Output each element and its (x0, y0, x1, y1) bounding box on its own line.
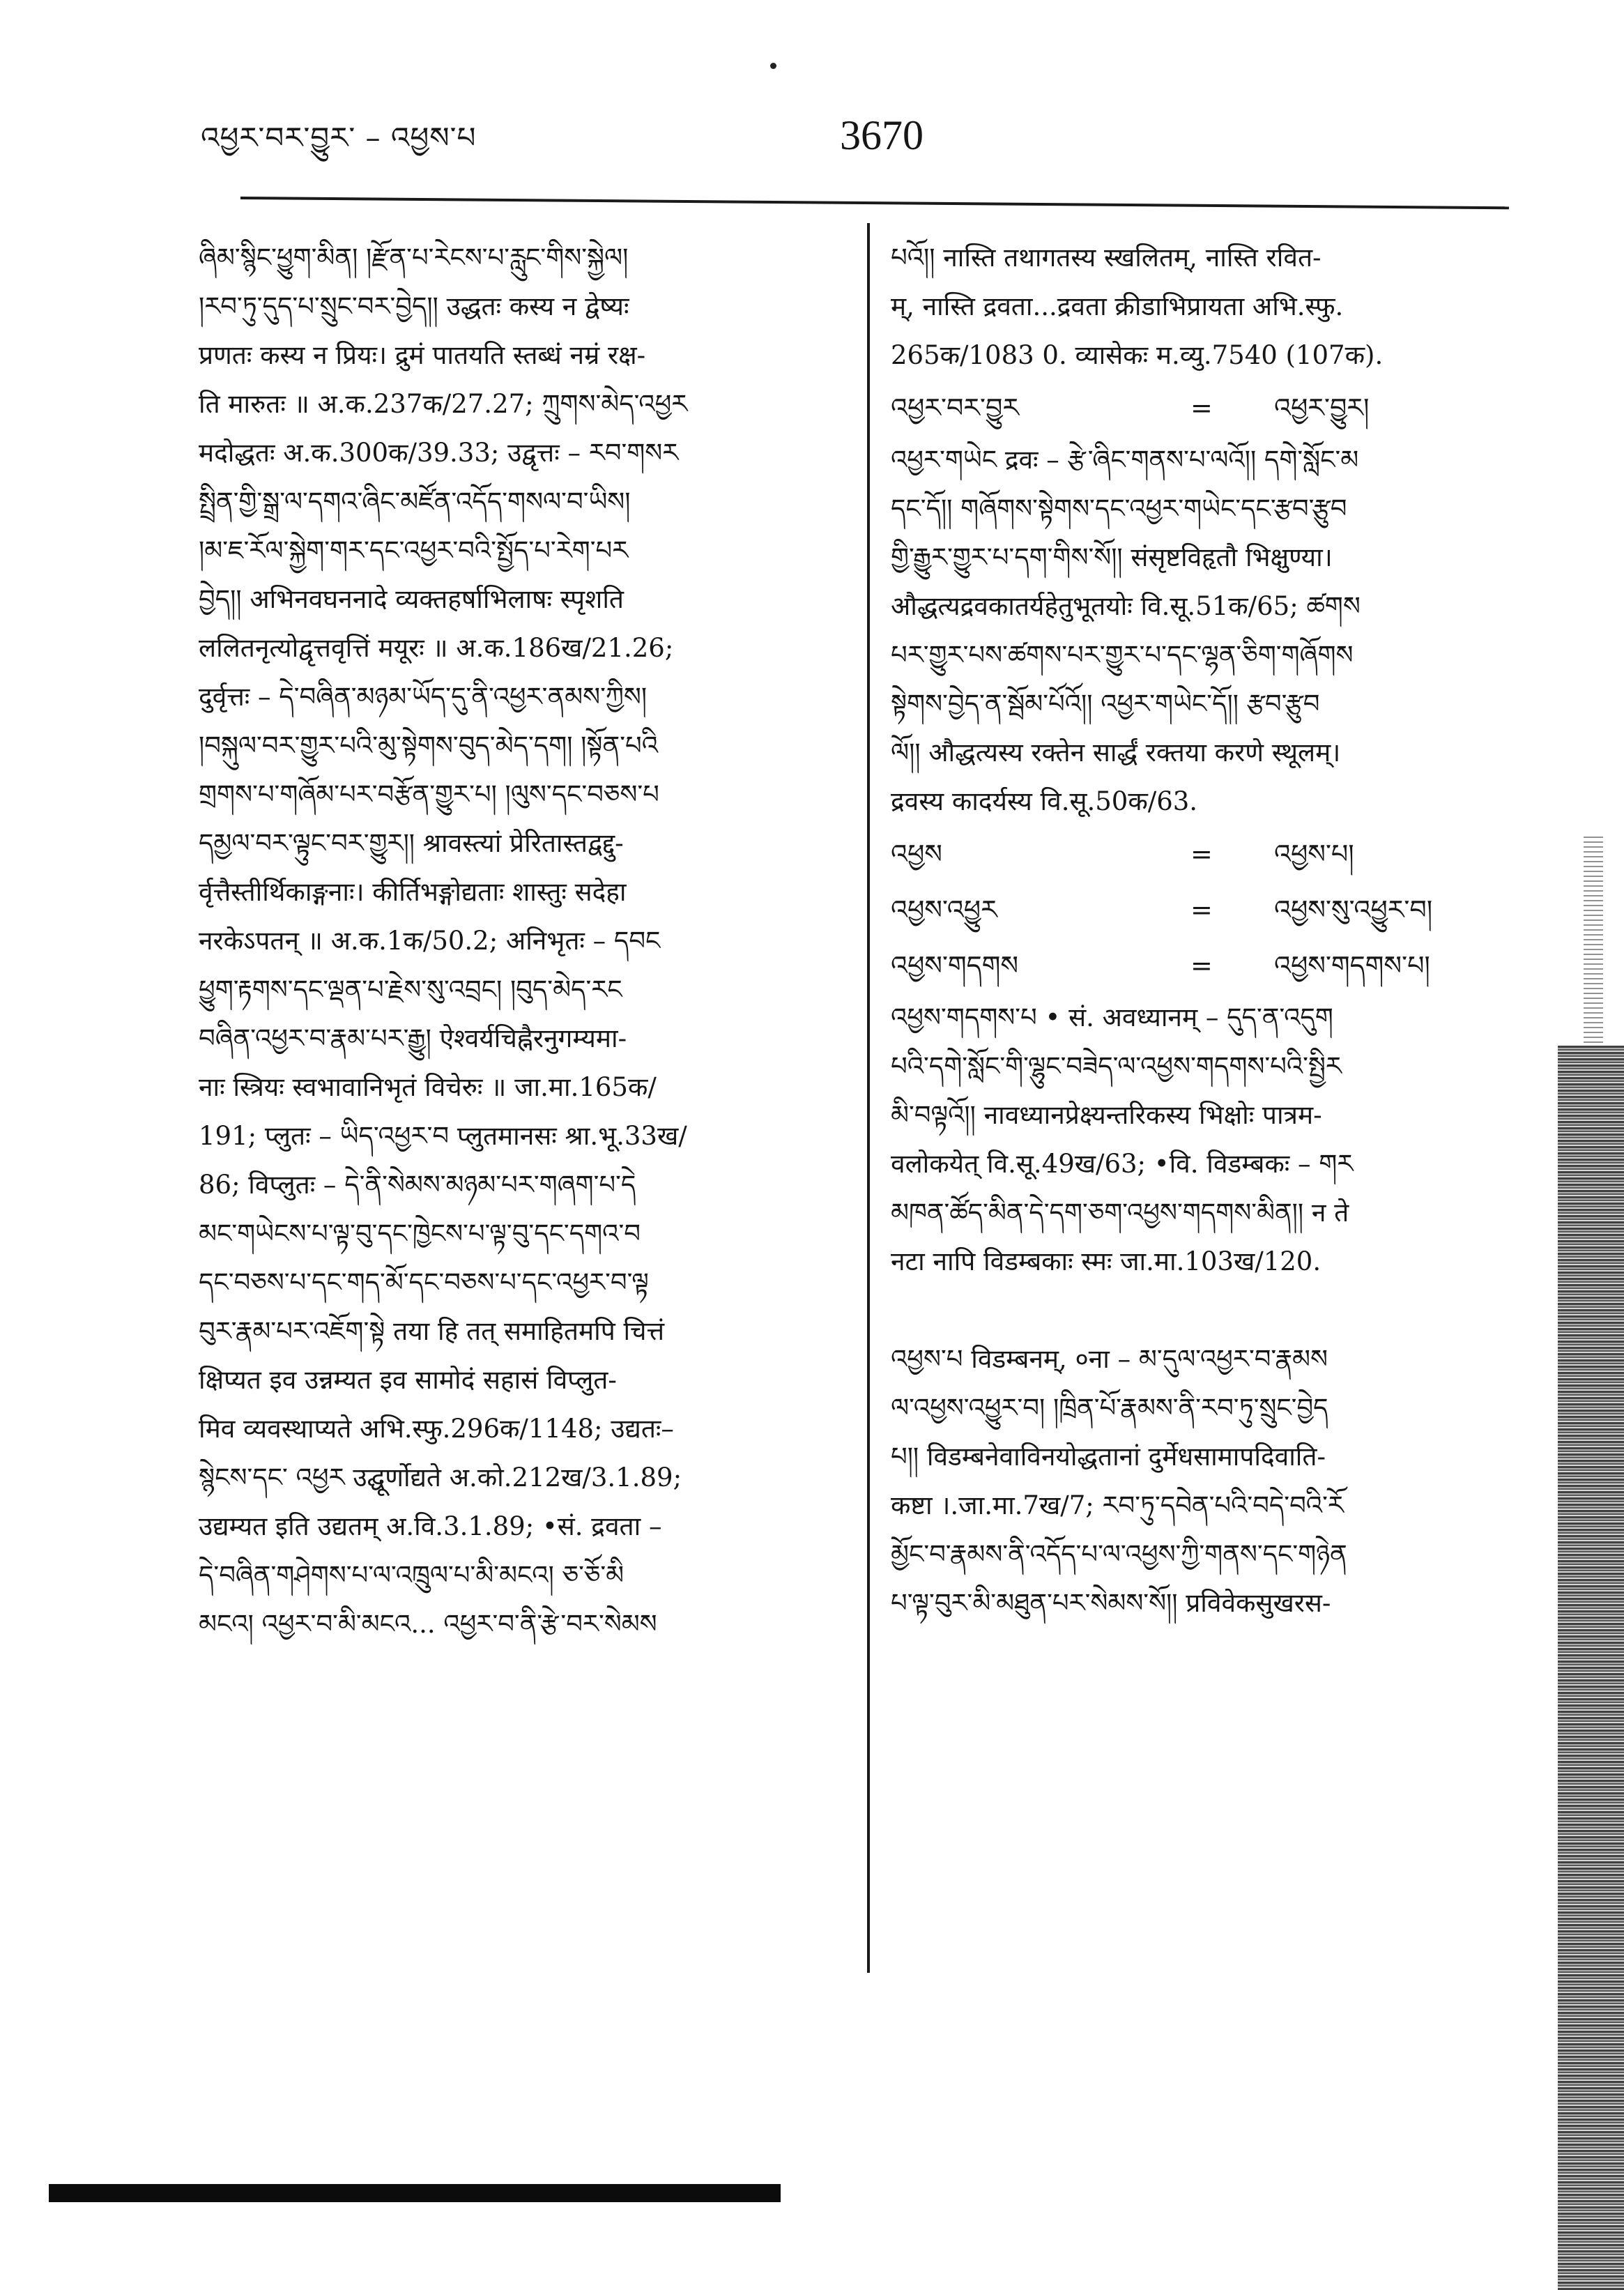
entry-target: འཕྱས་གདགས་པ། (1274, 950, 1430, 981)
text-line: 191; प्लुतः – ཡིད་འཕྱར་བ प्लुतमानसः श्रा.भू.33ख/ (199, 1121, 687, 1151)
entry-target: འཕྱར་བྱུར། (1274, 392, 1370, 423)
text-line: པ།། विडम्बनेवाविनयोद्धतानां दुर्मेधसामापदिवाति- (891, 1442, 1326, 1472)
text-line: །རབ་ཏུ་དུད་པ་སྲུང་བར་བྱེད།། उद्धतः कस्य न द्वेष्यः (199, 291, 629, 321)
text-line: བྱེད།། अभिनवघननादे व्यक्तहर्षाभिलाषः स्पृशति (199, 584, 625, 614)
text-line: དང་དོ།། གཞོགས་སྟེགས་དང་འཕྱར་གཡེང་དང་རྩབ་རྩུབ (891, 494, 1347, 524)
text-line: नरकेऽपतन् ॥ अ.क.1क/50.2; अनिभृतः – དབང (199, 926, 661, 956)
text-line: क्षिप्यत इव उन्नम्यत इव सामोदं सहासं विप्लुत- (199, 1365, 617, 1395)
text-line: པའོ།། नास्ति तथागतस्य स्खलितम्, नास्ति रवित- (891, 243, 1322, 273)
text-line: उद्यम्यत इति उद्यतम् अ.वि.3.1.89; •सं. द्रवता – (199, 1511, 662, 1541)
equals-sign: = (1190, 950, 1213, 981)
entry-headword: འཕྱར་བར་བྱུར (891, 392, 1019, 423)
scan-bottom-bar (49, 2184, 781, 2202)
text-line: र्वृत्तैस्तीर्थिकाङ्गनाः। कीर्तिभङ्गोद्यताः शास्तुः सदेहा (199, 877, 627, 907)
text-line: འཕྱས་གདགས་པ • सं. अवध्यानम् – དུད་ན་འདུག (891, 1002, 1333, 1032)
text-line: གྲགས་པ་གཞོམ་པར་བརྩོན་གྱུར་པ། །ལུས་དང་བཅས་པ (199, 779, 659, 809)
text-line: नाः स्त्रियः स्वभावानिभृतं विचेरुः ॥ जा.मा.165क/ (199, 1072, 657, 1102)
text-line: कष्टा ।.जा.मा.7ख/7; རབ་ཏུ་དབེན་པའི་བདེ་བའི་རོ (891, 1490, 1344, 1520)
text-line: प्रणतः कस्य न प्रियः। द्रुमं पातयति स्तब्धं नम्रं रक्ष- (199, 340, 646, 370)
cross-reference-entry (891, 882, 1529, 938)
page-number: 3670 (840, 112, 924, 158)
text-line: ཕྱུག་རྟགས་དང་ལྡན་པ་རྗེས་སུ་འབྲང། །བུད་མེད་རང (199, 975, 622, 1005)
text-line: औद्धत्यद्रवकातर्यहेतुभूतयोः वि.सू.51क/65; ཚགས (891, 591, 1361, 621)
text-line: སྙེངས་དང་ འཕྱར उद्घूर्णोद्यते अ.को.212ख/3.1.89; (199, 1463, 682, 1493)
text-line: བུར་རྣམ་པར་འཇོག་སྟེ तया हि तत् समाहितमपि चित्तं (199, 1316, 665, 1346)
text-line: གྱི་རྒྱུར་གྱུར་པ་དག་གིས་སོ།། संसृष्टविहृतौ भिक्षुण्या। (891, 542, 1333, 572)
entry-target: འཕྱས་པ། (1274, 839, 1354, 869)
text-line: ति मारुतः ॥ अ.क.237क/27.27; ཀྲུགས་མེད་འཕྱར (199, 389, 688, 419)
cross-reference-entry (891, 826, 1529, 882)
equals-sign: = (1190, 392, 1213, 423)
entry-gap (891, 1286, 1529, 1335)
scan-edge-noise (1558, 1046, 1624, 2290)
column-divider (867, 223, 870, 1973)
text-line: །མ་ཇ་རོལ་སྐྱེག་གར་དང་འཕྱར་བའི་སྤྱོད་པ་རེག་པར (199, 535, 629, 565)
entry-target: འཕྱས་སུ་འཕྱུར་བ། (1274, 894, 1433, 925)
entry-headword: འཕྱས་འཕྱུར (891, 894, 997, 925)
equals-sign: = (1190, 894, 1213, 925)
text-line: མི་བལྟའོ།། नावध्यानप्रेक्ष्यन्तरिकस्य भिक्षोः पात्रम- (891, 1100, 1322, 1130)
text-line: दुर्वृत्तः – དེ་བཞིན་མཉམ་ཡོད་དུ་ནི་འཕྱར་ནམས་ཀྱིས། (199, 682, 648, 712)
text-line: འཕྱར་གཡེང द्रवः – རྩེ་ཞིང་གནས་པ་ལའོ།། དགེ་སློང་མ (891, 445, 1359, 475)
text-line: སྤྲིན་གྱི་སྒྲ་ལ་དགའ་ཞིང་མཛོན་འདོད་གསལ་བ་ཡིས། (199, 487, 631, 517)
scan-edge-upper (1584, 837, 1603, 1046)
running-header: འཕྱར་བར་བྱུར་ – འཕྱས་པ (201, 121, 477, 155)
cross-reference-entry (891, 380, 1529, 436)
text-line: མངའ། འཕྱར་བ་མི་མངའ... འཕྱར་བ་ནི་རྩེ་བར་སེམས (199, 1609, 657, 1639)
text-line: मदोद्धतः अ.क.300क/39.33; उद्वृत्तः – རབ་གསར (199, 438, 679, 468)
text-line: འཕྱས་པ विडम्बनम्, ०ना – མ་དུལ་འཕྱར་བ་རྣམས (891, 1344, 1328, 1374)
text-line: པར་གྱུར་པས་ཚགས་པར་གྱུར་པ་དང་ལྷན་ཅིག་གཞོགས (891, 640, 1354, 670)
text-line: མཁན་ཚོད་མིན་དེ་དག་ཅག་འཕྱས་གདགས་མིན།། न ते (891, 1198, 1349, 1228)
text-line: མྱོང་བ་རྣམས་ནི་འདོད་པ་ལ་འཕྱས་ཀྱི་གནས་དང་གཉེན (891, 1539, 1347, 1569)
text-line: བཞིན་འཕྱར་བ་རྣམ་པར་རྒྱུ། ऐश्वर्यचिह्नैरनुगम्यमा- (199, 1023, 627, 1053)
text-line: ལོ།། औद्धत्यस्य रक्तेन सार्द्धं रक्तया करणे स्थूलम्। (891, 738, 1341, 768)
text-line: སྟེགས་བྱེད་ན་སྦོམ་པོའོ།། འཕྱར་གཡེང་དོ།། རྩབ་རྩུབ (891, 689, 1320, 719)
text-line: ལ་འཕྱས་འཕྱུར་བ། །ཁྲིན་པོ་རྣམས་ནི་རབ་ཏུ་སྲུང་བྱེད (891, 1393, 1328, 1423)
text-line: དམྱལ་བར་ལྟུང་བར་གྱུར།། श्रावस्त्यां प्रेरितास्तद्वद्दु- (199, 828, 624, 858)
text-line: པའི་དགེ་སློང་གི་ལྷུང་བཟེད་ལ་འཕྱས་གདགས་པའི་སྤྱིར (891, 1051, 1342, 1081)
entry-headword: འཕྱས་གདགས (891, 950, 1019, 981)
text-line: वलोकयेत् वि.सू.49ख/63; •वि. विडम्बकः – གར (891, 1149, 1354, 1179)
text-line: ཞིམ་སྙིང་ཕྱུག་མིན། །རྫོན་པ་རེངས་པ་རླུང་གིས་སྐྱེལ། (199, 243, 629, 273)
text-line: དང་བཅས་པ་དང་གད་མོ་དང་བཅས་པ་དང་འཕྱར་བ་ལྟ (199, 1267, 649, 1297)
entry-headword: འཕྱས (891, 839, 942, 869)
header-rule (240, 197, 1509, 209)
equals-sign: = (1190, 839, 1213, 869)
text-line: དེ་བཞིན་གཤེགས་པ་ལ་འཁྲུལ་པ་མི་མངའ། ཅ་ཅོ་མི (199, 1560, 625, 1590)
text-line: 86; विप्लुतः – དེ་ནི་སེམས་མཉམ་པར་གཞག་པ་དེ (199, 1170, 636, 1200)
text-line: म्, नास्ति द्रवता...द्रवता क्रीडाभिप्रायता अभि.स्फु. (891, 291, 1344, 321)
header-dot (770, 63, 776, 69)
text-line: མང་གཡེངས་པ་ལྟ་བུ་དང་ཁྱེངས་པ་ལྟ་བུ་དང་དགའ་བ (199, 1219, 641, 1249)
text-line: ललितनृत्योद्वृत्तवृत्तिं मयूरः ॥ अ.क.186ख/21.26; (199, 633, 674, 663)
cross-reference-entry (891, 938, 1529, 993)
text-line: པ་ལྟ་བུར་མི་མཐུན་པར་སེམས་སོ།། प्रविवेकसुखरस- (891, 1588, 1331, 1618)
text-line: नटा नापि विडम्बकाः स्मः जा.मा.103ख/120. (891, 1246, 1322, 1276)
text-line: द्रवस्य कादर्यस्य वि.सू.50क/63. (891, 786, 1198, 816)
text-line: །བསྐུལ་བར་གྱུར་པའི་མུ་སྟེགས་བུད་མེད་དག། །སྟོན་པའི (199, 731, 659, 761)
right-column (891, 234, 1529, 1628)
left-column (199, 234, 847, 1649)
text-line: 265क/1083 0. व्यासेकः म.व्यु.7540 (107क). (891, 340, 1384, 370)
text-line: मिव व्यवस्थाप्यते अभि.स्फु.296क/1148; उद्यतः– (199, 1414, 674, 1444)
